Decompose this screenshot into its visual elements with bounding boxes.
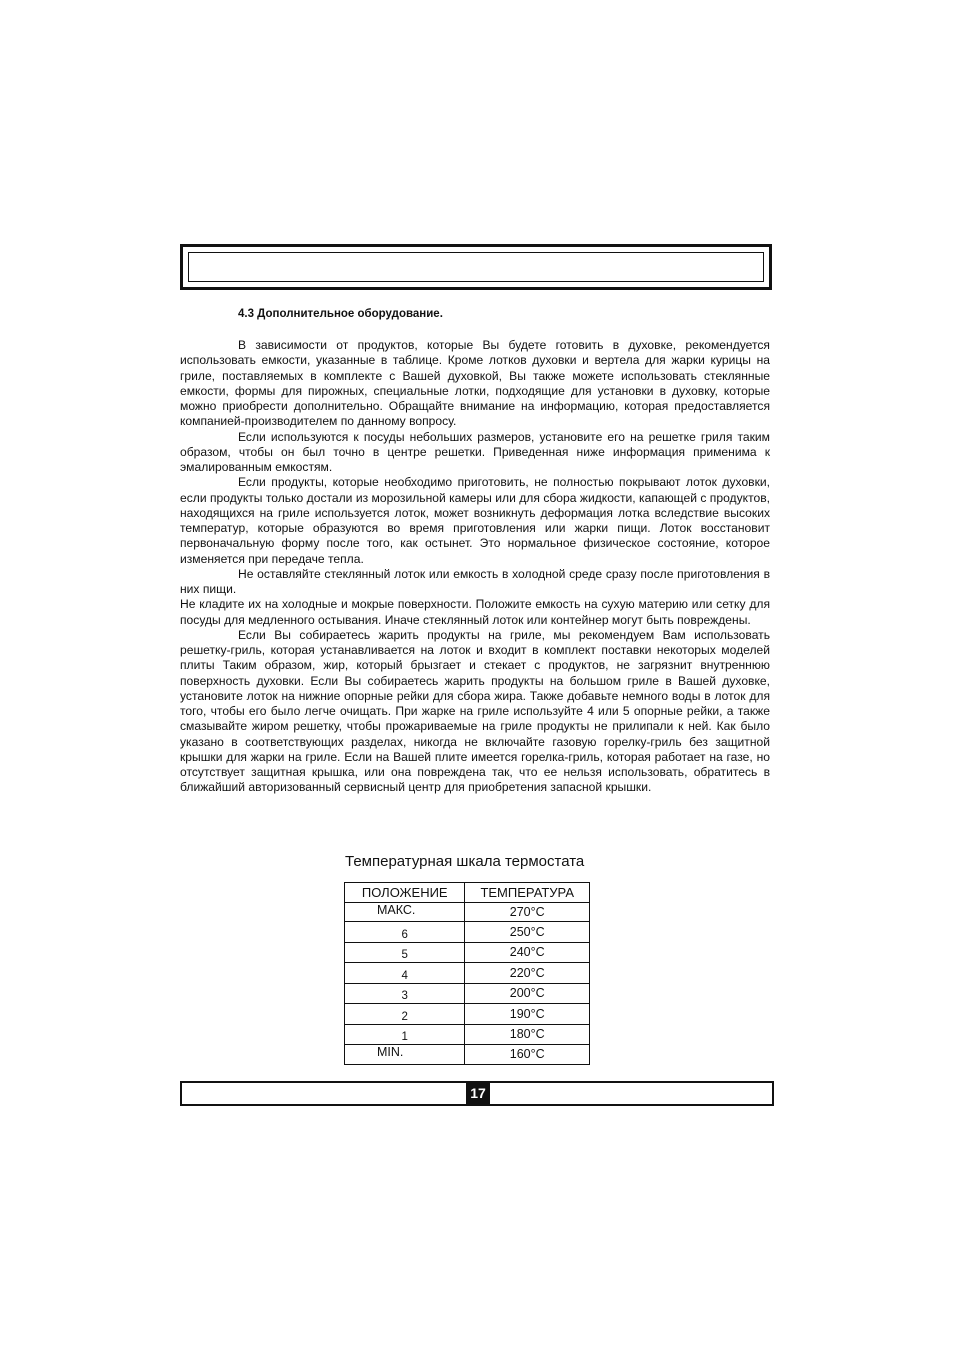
header-frame (180, 244, 772, 290)
table-row (345, 902, 590, 922)
table-row (345, 1004, 590, 1025)
position-cell: 3 (345, 983, 465, 1004)
temperature-cell: 180°C (465, 1024, 590, 1045)
header-temperature: ТЕМПЕРАТУРА (465, 883, 590, 903)
temperature-cell: 220°C (465, 963, 590, 984)
body-text (180, 338, 770, 796)
position-cell: 5 (345, 942, 465, 963)
paragraph: Если Вы собираетесь жарить продукты на гриле, мы рекомендуем Вам использовать решетку-гриль, которая устанавливается на лоток и входит в комплект поставки некоторых моделей плиты Таким образом, жир, который брызгает и стекает с продуктов, не загрязнит внутреннюю поверхность духовки. Если Вы собираетесь жарить продукты на большом гриле в Вашей духовке, установите лоток на нижние опорные рейки для сбора жира. Также добавьте немного воды в лоток для того, чтобы его было легче очищать. При жарке на гриле используйте 4 или 5 опорные рейки, а также смазывайте жиром решетку, чтобы прожариваемые на гриле продукты не прилипали к ней. Как было указано в соответствующих разделах, никогда не включайте газовую горелку-гриль без защитной крышки для жарки на гриле. Если на Вашей плите имеется горелка-гриль, которая работает на газе, но отсутствует защитная крышка, или она повреждена так, что ее нельзя использовать, обратитесь в ближайший авторизованный сервисный центр для приобретения запасной крышки. (180, 627, 770, 795)
table-row (345, 1024, 590, 1045)
temperature-cell: 190°C (465, 1004, 590, 1025)
header-inner-frame (188, 252, 764, 282)
table-row (345, 963, 590, 984)
temperature-cell: 200°C (465, 983, 590, 1004)
paragraph: Не кладите их на холодные и мокрые поверхности. Положите емкость на сухую материю или сетку для посуды для медленного остывания. Иначе стеклянный лоток или контейнер могут быть повреждены. (180, 597, 770, 627)
temperature-cell: 250°C (465, 922, 590, 943)
temperature-cell: 270°C (465, 902, 590, 922)
table-header-row (345, 883, 590, 903)
position-cell: 4 (345, 963, 465, 984)
paragraph: Если используются к посуды небольших размеров, установите его на решетке гриля таким образом, чтобы он был точно в центре решетки. Приведенная ниже информация применима к эмалированным емкостям. (180, 429, 770, 474)
position-cell: 6 (345, 922, 465, 943)
table-row (345, 983, 590, 1004)
temperature-cell: 160°C (465, 1045, 590, 1065)
thermostat-table (344, 882, 590, 1065)
paragraph: В зависимости от продуктов, которые Вы будете готовить в духовке, рекомендуется использовать емкости, указанные в таблице. Кроме лотков духовки и вертела для жарки курицы на гриле, поставляемых в комплекте с Вашей духовкой, Вы также можете использовать стеклянные емкости, формы для пирожных, специальные лотки, подходящие для установки в духовку, которые можно приобрести дополнительно. Обращайте внимание на информацию, которая предоставляется компанией-производителем по данному вопросу. (180, 338, 770, 429)
paragraph: Если продукты, которые необходимо приготовить, не полностью покрывают лоток духовки, если продукты только достали из морозильной камеры или для сбора жидкости, капающей с продуктов, находящихся на гриле используется лоток, может возникнуть деформация лотка вследствие высоких температур, которые образуются во время приготовления или жарки пищи. Лоток восстановит первоначальную форму после того, как остынет. Это нормальное физическое состояние, которое изменяется при передаче тепла. (180, 475, 770, 566)
position-cell: 2 (345, 1004, 465, 1025)
header-position: ПОЛОЖЕНИЕ (345, 883, 465, 903)
page-number: 17 (466, 1083, 490, 1104)
table-row (345, 942, 590, 963)
table-row (345, 1045, 590, 1065)
temperature-cell: 240°C (465, 942, 590, 963)
table-row (345, 922, 590, 943)
section-title: 4.3 Дополнительное оборудование. (238, 308, 443, 320)
position-cell: 1 (345, 1024, 465, 1045)
paragraph: Не оставляйте стеклянный лоток или емкость в холодной среде сразу после приготовления в них пищи. (180, 566, 770, 596)
position-cell: MIN. (345, 1045, 465, 1065)
table-caption: Температурная шкала термостата (345, 853, 585, 870)
position-cell: МАКС. (345, 902, 465, 922)
